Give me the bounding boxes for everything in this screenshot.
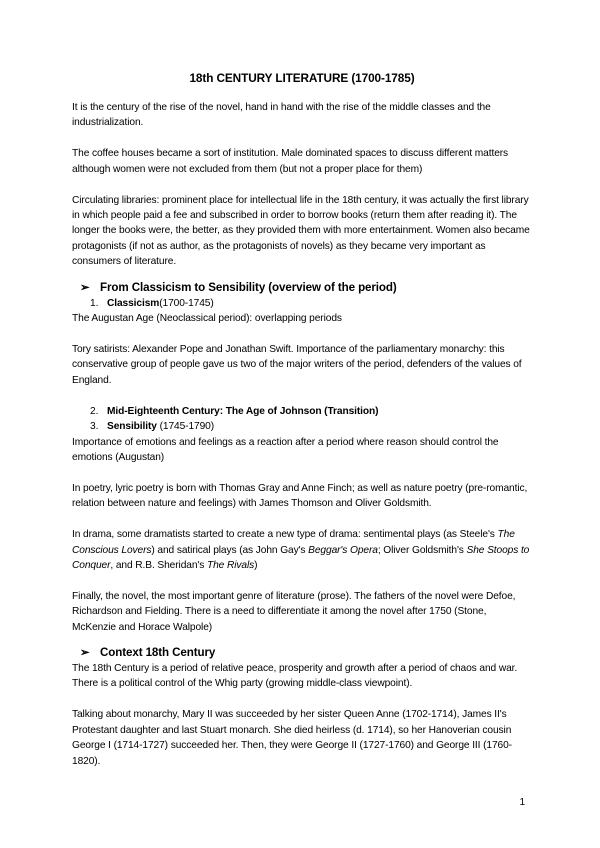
list-item-sensibility bbox=[72, 419, 532, 434]
intro-paragraph-1: It is the century of the rise of the novel, hand in hand with the rise of the middle classes and the industrialization. bbox=[72, 102, 491, 129]
tory-paragraph: Tory satirists: Alexander Pope and Jonathan Swift. Importance of the parliamentary monarchy: this conservative group of people gave us two of the major writers of the period, defenders of the values of England. bbox=[72, 343, 522, 386]
drama-text: In drama, some dramatists started to create a new type of drama: sentimental plays (as Steele's bbox=[72, 529, 498, 541]
list-item-dates: (1745-1790) bbox=[156, 421, 214, 433]
novel-paragraph: Finally, the novel, the most important genre of literature (prose). The fathers of the novel were Defoe, Richardson and Fielding. There is a need to differentiate it among the novel after 1750 (Stone, McKenzie and Horace Walpole) bbox=[72, 590, 516, 633]
section-heading-text: From Classicism to Sensibility (overview of the period) bbox=[100, 280, 397, 294]
section-heading-context bbox=[72, 645, 532, 661]
poetry-paragraph: In poetry, lyric poetry is born with Thomas Gray and Anne Finch; as well as nature poetry (pre-romantic, relation between nature and feelings) with James Thomson and Oliver Goldsmith. bbox=[72, 482, 528, 510]
list-item-classicism bbox=[72, 296, 532, 311]
emotions-paragraph: Importance of emotions and feelings as a reaction after a period where reason should control the emotions (Augustan) bbox=[72, 436, 499, 463]
list-item-label: Mid-Eighteenth Century: The Age of Johnson (Transition) bbox=[107, 405, 379, 417]
arrow-bullet-icon: ➢ bbox=[80, 280, 90, 294]
list-number: 3. bbox=[90, 421, 99, 433]
drama-text: ) and satirical plays (as John Gay's bbox=[151, 544, 309, 556]
document-page bbox=[72, 70, 532, 785]
peace-paragraph: The 18th Century is a period of relative peace, prosperity and growth after a period of chaos and war. There is a political control of the Whig party (growing middle-class viewpoint). bbox=[72, 663, 518, 690]
list-item-mid-eighteenth bbox=[72, 404, 532, 419]
page-number: 1 bbox=[519, 797, 525, 808]
list-item-dates: (1700-1745) bbox=[159, 297, 214, 309]
intro-paragraph-3: Circulating libraries: prominent place for intellectual life in the 18th century, it was actually the first library in which people paid a fee and subscribed in order to borrow books (return them after reading it). The longer the books were, the better, as they provided them with more entertainment. Women also became protagonists (if not as author, as the protagonists of novels) as they became very important as consumers of literature. bbox=[72, 194, 530, 268]
list-item-label: Classicism bbox=[107, 297, 160, 309]
list-item-label: Sensibility bbox=[107, 421, 157, 433]
drama-text: ) bbox=[254, 559, 258, 571]
list-number: 1. bbox=[90, 297, 99, 309]
drama-text: , and R.B. Sheridan's bbox=[110, 559, 207, 571]
augustan-paragraph: The Augustan Age (Neoclassical period): overlapping periods bbox=[72, 313, 342, 325]
play-title: The Conscious Lovers bbox=[72, 529, 515, 556]
list-number: 2. bbox=[90, 405, 99, 417]
drama-paragraph bbox=[72, 527, 532, 573]
intro-paragraph-2: The coffee houses became a sort of institution. Male dominated spaces to discuss different matters although women were not excluded from them (but not a proper place for them) bbox=[72, 148, 509, 175]
play-title: The Rivals bbox=[206, 559, 255, 571]
play-title: She Stoops to Conquer bbox=[72, 544, 530, 571]
play-title: Beggar's Opera bbox=[308, 544, 378, 556]
monarchy-paragraph: Talking about monarchy, Mary II was succeeded by her sister Queen Anne (1702-1714), James II's Protestant daughter and last Stuart monarch. She died heirless (d. 1714), so her Hanoverian cousin George I (1714-1727) succeeded her. Then, they were George II (1727-1760) and George III (1760-1820). bbox=[72, 709, 512, 767]
section-heading-text: Context 18th Century bbox=[100, 646, 216, 660]
document-title: 18th CENTURY LITERATURE (1700-1785) bbox=[189, 71, 415, 85]
section-heading-classicism-to-sensibility bbox=[72, 280, 532, 296]
arrow-bullet-icon: ➢ bbox=[80, 646, 90, 660]
drama-text: ; Oliver Goldsmith's bbox=[377, 544, 467, 556]
